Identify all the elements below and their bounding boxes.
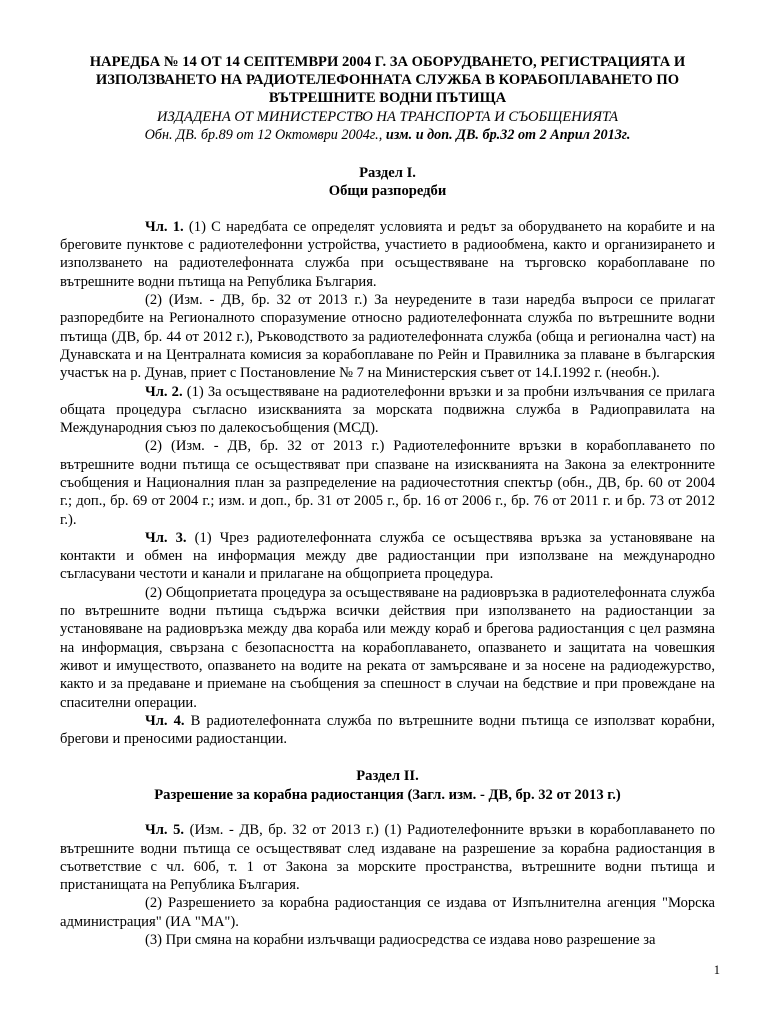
article-label: Чл. 5.: [145, 822, 185, 839]
section-number: Раздел I.: [359, 165, 416, 182]
section-heading: [60, 767, 715, 804]
issuer-line: ИЗДАДЕНА ОТ МИНИСТЕРСТВО НА ТРАНСПОРТА И СЪОБЩЕНИЯТА: [156, 108, 619, 125]
paragraph-text: В радиотелефонната служба по вътрешните водни пътища се използват корабни, брегови и преносими радиостанции.: [60, 712, 715, 748]
article-label: Чл. 1.: [145, 218, 184, 235]
paragraph-text: (1) С наредбата се определят условията и редът за оборудването на корабите и на бреговите пунктове с радиотелефонни устройства, участието в радиообмена, както и организирането и използването на радиотелефонната служба при осъществяване на търговско корабоплаване по вътрешните водни пътища на Република България.: [60, 218, 716, 290]
title-line-1: НАРЕДБА № 14 ОТ 14 СЕПТЕМВРИ 2004 Г. ЗА ОБОРУДВАНЕТО, РЕГИСТРАЦИЯТА И: [89, 54, 686, 70]
document-page: [60, 53, 715, 949]
section-title: Разрешение за корабна радиостанция (Загл. изм. - ДВ, бр. 32 от 2013 г.): [154, 786, 621, 803]
paragraph-text: (2) Общоприетата процедура за осъществяване на радиовръзка в радиотелефонната служба по вътрешните водни пътища съдържа всички действия при използването на радиостанции за установяване на радиовръзка между два кораба или между кораб и брегова радиостанция с цел размяна на информация, свързана с безопасността на корабоплаването, опазването и защитата на човешкия живот и имуществото, опазването на водите на реката от замърсяване и за носене на радиодежурство, както и за предаване и приемане на съобщения за спешност в случаи на бедствие и при провеждане на спасителни операции.: [60, 584, 715, 711]
section-heading: [60, 164, 715, 201]
article-label: Чл. 2.: [145, 383, 183, 400]
paragraph-text: (2) Разрешението за корабна радиостанция се издава от Изпълнителна агенция "Морска администрация" (ИА "МА").: [60, 895, 715, 930]
article-paragraph: [60, 584, 715, 712]
article-label: Чл. 3.: [145, 529, 187, 546]
title-line-3: ВЪТРЕШНИТЕ ВОДНИ ПЪТИЩА: [268, 90, 507, 107]
paragraph-text: (3) При смяна на корабни излъчващи радиосредства се издава ново разрешение за: [145, 932, 656, 949]
publication-prefix: Обн. ДВ. бр.89 от 12 Октомври 2004г.,: [144, 126, 383, 143]
title-line-2: ИЗПОЛЗВАНЕТО НА РАДИОТЕЛЕФОННАТА СЛУЖБА В КОРАБОПЛАВАНЕТО ПО: [95, 72, 680, 89]
article-paragraph: [60, 712, 715, 749]
paragraph-text: (Изм. - ДВ, бр. 32 от 2013 г.) (1) Радиотелефонните връзки в корабоплаването по вътрешните водни пътища се осъществяват след издаване на разрешение за корабна радиостанция в съответствие с чл. 60б, т. 1 от Закона за морските пространства, вътрешните водни пътища и пристанищата на Република България.: [60, 822, 716, 894]
article-paragraph: [60, 931, 715, 949]
article-paragraph: [60, 291, 715, 382]
paragraph-text: (2) (Изм. - ДВ, бр. 32 от 2013 г.) Радиотелефонните връзки в корабоплаването по вътрешните водни пътища се осъществяват при спазване на изискванията на Закона за електронните съобщения и Националния план за разпределение на радиочестотния спектър (обн., ДВ, бр. 60 от 2004 г.; доп., бр. 69 от 2004 г.; изм. и доп., бр. 31 от 2005 г., бр. 16 от 2006 г., бр. 76 от 2011 г. и бр. 73 от 2012 г.).: [60, 438, 715, 528]
section-title: Общи разпоредби: [328, 183, 447, 200]
article-paragraph: [60, 437, 715, 528]
article-label: Чл. 4.: [145, 712, 185, 729]
publication-amendment: изм. и доп. ДВ. бр.32 от 2 Април 2013г.: [385, 126, 631, 143]
article-paragraph: [60, 529, 715, 584]
document-title: [60, 53, 715, 108]
article-paragraph: [60, 218, 715, 291]
page-number: 1: [713, 963, 720, 977]
paragraph-text: (2) (Изм. - ДВ, бр. 32 от 2013 г.) За неуредените в тази наредба въпроси се прилагат разпоредбите на Регионалното споразумение относно радиотелефонната служба по вътрешните водни пътища (ДВ, бр. 44 от 2012 г.), Ръководството за радиотелефонната служба (обща и регионална част) на Дунавската и на Централната комисия за корабоплаване по Рейн и Правилника за плаване в българския участък на р. Дунав, приет с Постановление № 7 на Министерския съвет от 14.I.1992 г. (необн.).: [60, 292, 715, 382]
publication-line: [60, 126, 715, 144]
section-number: Раздел II.: [356, 768, 419, 785]
paragraph-text: (1) Чрез радиотелефонната служба се осъществява връзка за установяване на контакти и обмен на информация между две радиостанции при използване на международно съгласувани честоти и канали и прилагане на общоприета процедура.: [60, 529, 715, 583]
article-paragraph: [60, 383, 715, 438]
article-paragraph: [60, 821, 715, 894]
article-paragraph: [60, 894, 715, 931]
paragraph-text: (1) За осъществяване на радиотелефонни връзки и за пробни излъчвания се прилага общата процедура съгласно изискванията за морската подвижна служба в Радиоправилата на Международния съюз по далекосъобщения (МСД).: [60, 383, 715, 437]
